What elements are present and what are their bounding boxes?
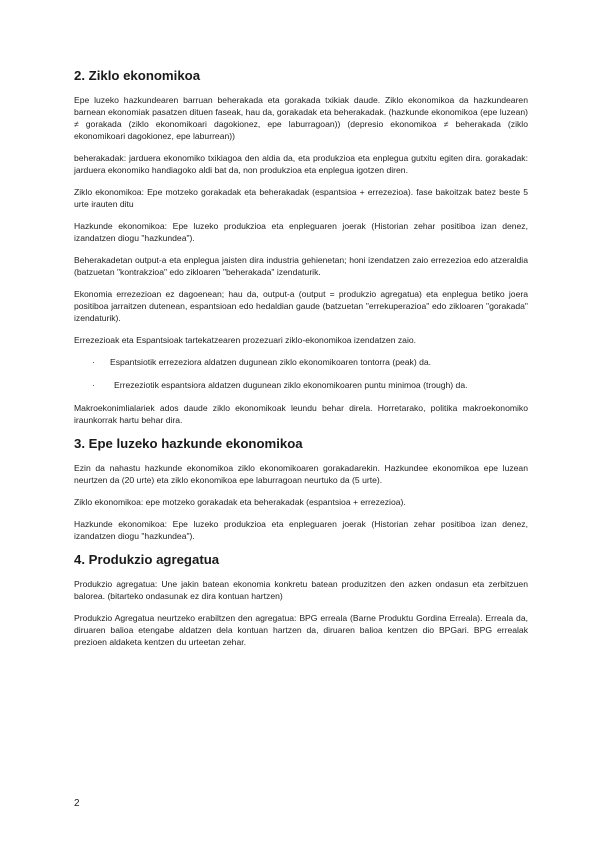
paragraph: Hazkunde ekonomikoa: Epe luzeko produkzioa eta enpleguaren joerak (Historian zehar positiboa izan denez, izandatzen diogu "hazkundea"). — [74, 221, 528, 243]
section-epe-luzeko-hazkundea — [74, 436, 528, 542]
bullet-icon: · — [92, 357, 95, 367]
list-item-text: Espantsiotik errezeziora aldatzen dugunean ziklo ekonomikoaren tontorra (peak) da. — [110, 357, 432, 367]
paragraph: Ezin da nahastu hazkunde ekonomikoa ziklo ekonomikoaren gorakadarekin. Hazkundee ekonomikoa epe luzean neurtzen da (20 urte) eta ziklo ekonomikoa epe laburragoan neurtuko da (5 urte). — [74, 463, 528, 485]
bullet-list — [74, 356, 528, 391]
list-item — [74, 379, 528, 391]
paragraph: Hazkunde ekonomikoa: Epe luzeko produkzioa eta enpleguaren joerak (Historian zehar positiboa izan denez, izandatzen diogu "hazkundea"). — [74, 519, 528, 541]
bullet-icon: · — [92, 380, 95, 390]
section-ziklo-ekonomikoa — [74, 68, 528, 426]
section-heading: 2. Ziklo ekonomikoa — [74, 68, 201, 83]
section-heading: 4. Produkzio agregatua — [74, 552, 220, 567]
list-item-text: Errezeziotik espantsiora aldatzen dugunean ziklo ekonomikoaren puntu minimoa (trough) da. — [114, 380, 468, 390]
paragraph: Makroekonimlialariek ados daude ziklo ekonomikoak leundu behar direla. Horretarako, politika makroekonomiko iraunkorrak hartu behar dira. — [74, 403, 528, 425]
page-number: 2 — [74, 798, 80, 809]
paragraph: beherakadak: jarduera ekonomiko txikiagoa den aldia da, eta produkzioa eta enplegua gutxitu egiten dira. gorakadak: jarduera ekonomiko handiagoko aldi bat da, non produkzioa eta enplegua igotzen diren. — [74, 153, 528, 175]
paragraph: Beherakadetan output-a eta enplegua jaisten dira industria gehienetan; honi izendatzen zaio errezezioa edo atzeraldia (batzuetan "kontrakzioa" edo zikloaren "beherakada" izendaturik. — [74, 255, 528, 277]
paragraph: Epe luzeko hazkundearen barruan beherakada eta gorakada txikiak daude. Ziklo ekonomikoa da hazkundearen barnean ekonomiak pasatzen dituen faseak, hau da, gorakadak eta beherakadak. (hazkunde ekonomikoa (epe luzean) ≠ gorakada (ziklo ekonomikoari dagokionez, epe laburragoan)) (depresio ekonomikoa ≠ beherakada (ziklo ekonomikoari dagokionez, epe laburrean)) — [74, 95, 528, 141]
paragraph: Errezezioak eta Espantsioak tartekatzearen prozezuari ziklo-ekonomikoa izendatzen zaio. — [74, 335, 417, 345]
section-heading: 3. Epe luzeko hazkunde ekonomikoa — [74, 436, 303, 451]
paragraph: Produkzio Agregatua neurtzeko erabiltzen den agregatua: BPG erreala (Barne Produktu Gordina Erreala). Erreala da, diruaren balioa etengabe aldatzen dela kontuan hartzen da, diruaren balioa kentzen dio BPGari. BPG errealak prezioen aldaketa kentzen du urteetan zehar. — [74, 613, 528, 647]
list-item — [74, 356, 528, 368]
paragraph: Ziklo ekonomikoa: epe motzeko gorakadak eta beherakadak (espantsioa + errezezioa). — [74, 497, 406, 507]
paragraph: Ziklo ekonomikoa: Epe motzeko gorakadak eta beherakadak (espantsioa + errezezioa). fase bakoitzak batez beste 5 urte irauten ditu — [74, 187, 528, 209]
paragraph: Produkzio agregatua: Une jakin batean ekonomia konkretu batean produzitzen den azken ondasun eta zerbitzuen balorea. (bitarteko ondasunak ez dira kontuan hartzen) — [74, 579, 528, 601]
paragraph: Ekonomia errezezioan ez dagoenean; hau da, output-a (output = produkzio agregatua) eta enplegua betiko joera positiboa jarraitzen dutenean, espantsioan edo hedaldian gaude (batzuetan "errekuperazioa" edo zikloaren "gorakada" izendaturik). — [74, 289, 528, 323]
section-produkzio-agregatua — [74, 552, 528, 648]
